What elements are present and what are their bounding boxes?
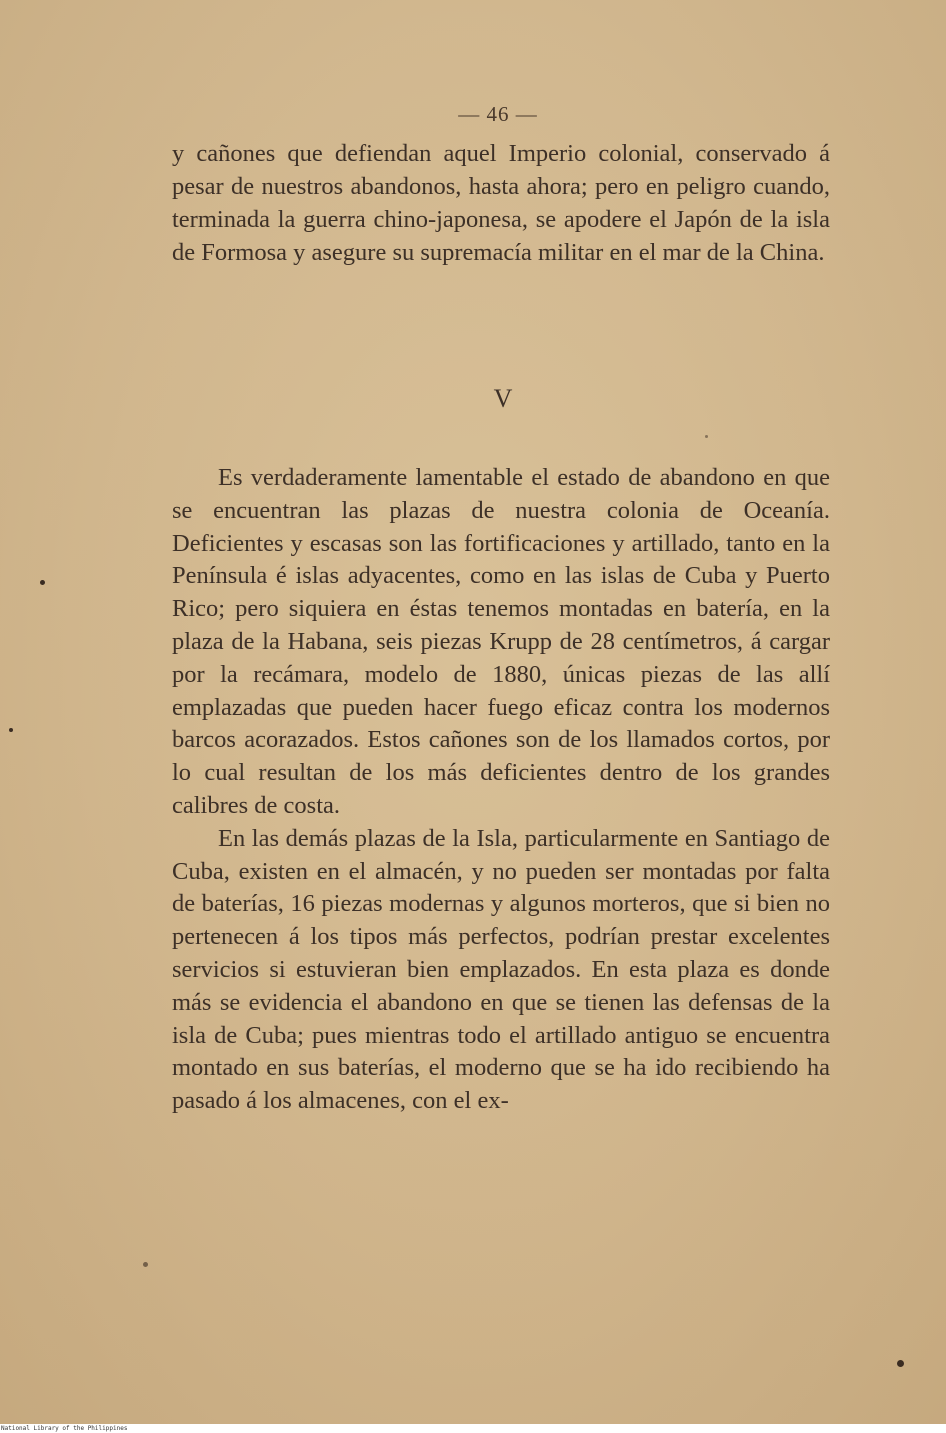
scan-speck — [897, 1360, 904, 1367]
body-paragraph-2: En las demás plazas de la Isla, particularmente en Santiago de Cuba, existen en el almacén, y no pueden ser montadas por falta de baterías, 16 piezas modernas y algunos morteros, que si bien no pertenecen á los tipos más perfectos, podrían prestar excelentes servicios si estuvieran bien emplazados. En esta plaza es donde más se evidencia el abandono en que se tienen las defensas de la isla de Cuba; pues mientras todo el artillado antiguo se encuentra montado en sus baterías, el moderno que se ha ido recibiendo ha pasado á los almacenes, con el ex- — [172, 824, 830, 1115]
body-paragraph-1: Es verdaderamente lamentable el estado de abandono en que se encuentran las plazas de nuestra colonia de Oceanía. Deficientes y escasas son las fortificaciones y artillado, tanto en la Península é islas adyacentes, como en las islas de Cuba y Puerto Rico; pero siquiera en éstas tenemos montadas en batería, en la plaza de la Habana, seis piezas Krupp de 28 centímetros, á cargar por la recámara, modelo de 1880, únicas piezas de las allí emplazadas que pueden hacer fuego eficaz contra los modernos barcos acorazados. Estos cañones son de los llamados cortos, por lo cual resultan de los más deficientes dentro de los grandes calibres de costa. — [172, 464, 830, 819]
footer-credit: National Library of the Philippines — [1, 1425, 128, 1432]
top-paragraph: y cañones que defiendan aquel Imperio colonial, conservado á pesar de nuestros abandonos, hasta ahora; pero en peligro cuando, terminada la guerra chino-japonesa, se apodere el Japón de la isla de Formosa y asegure su supremacía militar en el mar de la China. — [172, 140, 830, 266]
section-heading: V — [493, 384, 513, 413]
page-number: — 46 — — [458, 102, 538, 126]
scan-speck — [9, 728, 13, 732]
top-paragraph-block — [172, 137, 830, 269]
scan-speck — [705, 435, 708, 438]
section-body — [172, 462, 830, 1118]
scan-speck — [40, 580, 45, 585]
footer-strip — [0, 1424, 946, 1433]
scan-speck — [143, 1262, 148, 1267]
